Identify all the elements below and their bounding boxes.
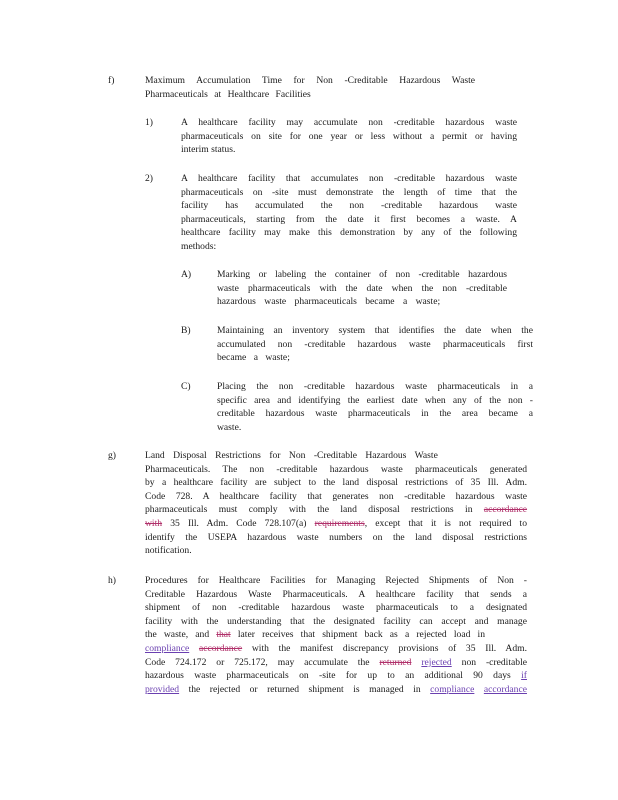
section-h-line [145,669,527,683]
section-h-line [145,642,527,656]
section-h-line [145,656,527,670]
deleted-text: accordance [483,504,528,516]
item-line: healthcare facility may make this demonstration by any of the following [181,227,517,239]
section-g-line: Code 728. A healthcare facility that generates non -creditable hazardous waste [145,490,527,502]
item-1-label: 1) [145,117,153,128]
text-run: pharmaceuticals must comply with the land disposal restrictions in [145,504,473,516]
deleted-text: that [216,629,231,641]
inserted-text: provided [145,683,180,695]
subitem-line: accumulated non -creditable hazardous waste pharmaceuticals first [217,338,533,350]
section-g-line [145,503,527,517]
section-g-line [145,517,527,531]
subitem-line: creditable hazardous waste pharmaceuticals in the area became a [217,408,533,420]
subitem-a-text [217,268,507,309]
item-line: facility has accumulated the non -creditable hazardous waste [181,200,517,212]
text-run: with the manifest discrepancy provisions of 35 Ill. Adm. [251,642,527,654]
item-line: methods: [181,240,217,252]
deleted-text: accordance [198,642,243,654]
text-run: later receives that shipment back as a rejected load in [237,629,486,641]
section-f-heading-line: Maximum Accumulation Time for Non -Creditable Hazardous Waste [145,75,475,86]
deleted-text: returned [379,656,412,668]
subitem-line: Marking or labeling the container of non -creditable hazardous [217,269,507,280]
item-line: A healthcare facility that accumulates non -creditable hazardous waste [181,173,517,184]
inserted-text: accordance [483,683,527,695]
section-g-line: Land Disposal Restrictions for Non -Creditable Hazardous Waste [145,450,438,461]
deleted-text: requirements [314,517,365,529]
deleted-text: with [145,517,163,529]
text-run: the waste, and [145,629,210,641]
subitem-line: Maintaining an inventory system that identifies the date when the [217,325,533,336]
section-g-line: notification. [145,545,192,557]
item-line: pharmaceuticals, starting from the date it first becomes a waste. A [181,213,517,225]
text-run: hazardous waste pharmaceuticals on -site for up to an additional 90 days [145,670,511,682]
section-h-text [145,574,527,696]
section-f-heading [145,74,475,101]
item-line: interim status. [181,144,236,156]
subitem-c-text [217,380,533,434]
inserted-text: compliance [430,683,475,695]
inserted-text: compliance [145,642,190,654]
item-2-text [181,172,517,254]
subitem-a-label: A) [181,269,192,280]
item-line: A healthcare facility may accumulate non -creditable hazardous waste [181,117,517,128]
text-run: the rejected or returned shipment is managed in [188,683,421,695]
section-g-line: identify the USEPA hazardous waste numbers on the land disposal restrictions [145,531,527,543]
subitem-line: specific area and identifying the earliest date when any of the non - [217,394,533,406]
section-h-line: Procedures for Healthcare Facilities for Managing Rejected Shipments of Non - [145,575,527,586]
section-g-line: Pharmaceuticals. The non -creditable hazardous waste pharmaceuticals generated [145,463,527,475]
subitem-line: became a waste; [217,352,290,364]
item-2-label: 2) [145,173,153,184]
text-run: 35 Ill. Adm. Code 728.107(a) [170,517,307,529]
subitem-line: Placing the non -creditable hazardous waste pharmaceuticals in a [217,381,533,392]
item-line: pharmaceuticals on site for one year or less without a permit or having [181,130,517,142]
section-g-label: g) [108,450,116,461]
subitem-line: waste pharmaceuticals with the date when the non -creditable [217,282,507,294]
section-h-line: shipment of non -creditable hazardous waste pharmaceuticals to a designated [145,602,527,614]
section-h-line: Creditable Hazardous Waste Pharmaceuticals. A healthcare facility that sends a [145,588,527,600]
text-run: , except that it is not required to [364,517,527,529]
item-line: pharmaceuticals on -site must demonstrate the length of time that the [181,186,517,198]
section-g-line: by a healthcare facility are subject to the land disposal restrictions of 35 Ill. Adm. [145,477,527,489]
item-1-text [181,116,517,157]
section-h-line [145,683,527,697]
text-run: Code 724.172 or 725.172, may accumulate the [145,656,370,668]
subitem-line: hazardous waste pharmaceuticals became a waste; [217,296,441,308]
subitem-c-label: C) [181,381,191,392]
section-g-text [145,449,527,558]
subitem-line: waste. [217,421,242,433]
inserted-text: if [521,670,527,682]
text-run: non -creditable [461,656,527,668]
section-h-label: h) [108,575,116,586]
inserted-text: rejected [421,656,452,668]
section-h-line: facility with the understanding that the designated facility can accept and manage [145,615,527,627]
section-f-label: f) [108,75,115,86]
section-f-heading-line: Pharmaceuticals at Healthcare Facilities [145,88,311,100]
section-h-line [145,628,485,642]
subitem-b-label: B) [181,325,191,336]
subitem-b-text [217,324,533,365]
